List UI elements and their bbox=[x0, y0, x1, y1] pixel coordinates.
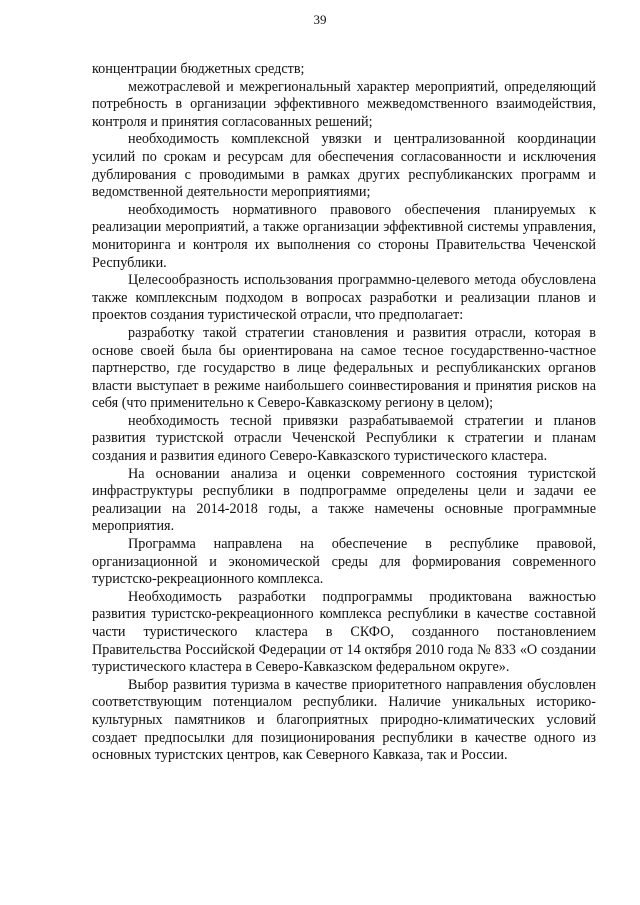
document-body bbox=[92, 61, 596, 765]
paragraph: На основании анализа и оценки современного состояния туристской инфраструктуры республики в подпрограмме определены цели и задачи ее реализации на 2014-2018 годы, а также намечены основные программные мероприятия. bbox=[92, 465, 596, 535]
paragraph: Целесообразность использования программно-целевого метода обусловлена также комплексным подходом в вопросах разработки и реализации планов и проектов создания туристической отрасли, что предполагает: bbox=[92, 272, 596, 324]
paragraph: необходимость тесной привязки разрабатываемой стратегии и планов развития туристской отрасли Чеченской Республики к стратегии и планам создания и развития единого Северо-Кавказского туристического кластера. bbox=[92, 412, 596, 465]
paragraph: концентрации бюджетных средств; bbox=[92, 61, 305, 77]
paragraph: Необходимость разработки подпрограммы продиктована важностью развития туристско-рекреационного комплекса республики в качестве составной части туристического кластера в СКФО, созданного постановлением Правительства Российской Федерации от 14 октября 2010 года № 833 «О создании туристического кластера в Северо-Кавказском федеральном округе». bbox=[92, 588, 596, 676]
paragraph: Программа направлена на обеспечение в республике правовой, организационной и экономической среды для формирования современного туристско-рекреационного комплекса. bbox=[92, 536, 596, 588]
paragraph: необходимость нормативного правового обеспечения планируемых к реализации мероприятий, а также организации эффективной системы управления, мониторинга и контроля их выполнения со стороны Правительства Чеченской Республики. bbox=[92, 201, 596, 271]
paragraph: Выбор развития туризма в качестве приоритетного направления обусловлен соответствующим потенциалом республики. Наличие уникальных историко-культурных памятников и благоприятных природно-климатических условий создает предпосылки для позиционирования республики в качестве одного из основных туристских центров, как Северного Кавказа, так и России. bbox=[92, 676, 596, 764]
paragraph: межотраслевой и межрегиональный характер мероприятий, определяющий потребность в организации эффективного межведомственного взаимодействия, контроля и принятия согласованных решений; bbox=[92, 78, 596, 130]
paragraph: необходимость комплексной увязки и централизованной координации усилий по срокам и ресурсам для обеспечения согласованности и исключения дублирования с проводимыми в рамках других республиканских программ и ведомственной деятельности мероприятиями; bbox=[92, 131, 596, 201]
page-number: 39 bbox=[313, 12, 327, 27]
paragraph: разработку такой стратегии становления и развития отрасли, которая в основе своей была бы ориентирована на самое тесное государственно-частное партнерство, где государство в лице федеральных и республиканских органов власти выступает в режиме наибольшего соинвестирования и принятия рисков на себя (что применительно к Северо-Кавказскому региону в целом); bbox=[92, 324, 596, 412]
